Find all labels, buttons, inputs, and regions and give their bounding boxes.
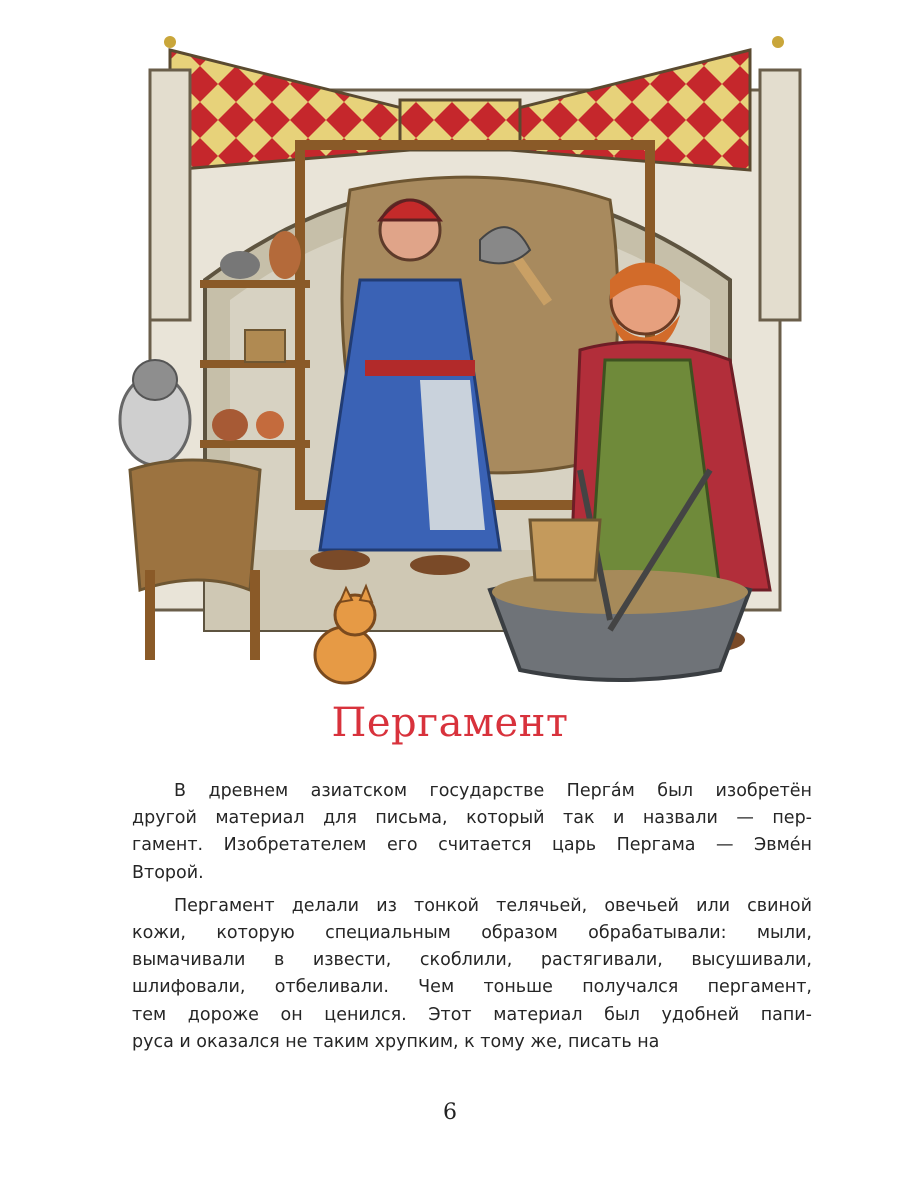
text-line: кожи, которую специальным образом обрабатывали: мыли, <box>132 923 812 944</box>
paragraph <box>132 778 812 887</box>
text-line: руса и оказался не таким хрупким, к тому же, писать на <box>132 1031 660 1052</box>
text-line: вымачивали в извести, скоблили, растягивали, высушивали, <box>132 950 812 971</box>
page-number: 6 <box>443 1100 457 1125</box>
text-line: В древнем азиатском государстве Пергáм был изобретён <box>174 781 812 801</box>
text-line: гамент. Изобретателем его считается царь Пергама — Эвмéн <box>132 835 812 856</box>
text-line: Второй. <box>132 862 204 883</box>
text-line: другой материал для письма, который так и назвали — пер- <box>132 808 812 829</box>
text-line: тем дороже он ценился. Этот материал был удобней папи- <box>132 1004 812 1025</box>
paragraph <box>132 893 812 1056</box>
workshop-illustration <box>110 30 810 690</box>
page-title: Пергамент <box>331 700 569 746</box>
body-text <box>132 778 812 1062</box>
text-line: Пергамент делали из тонкой телячьей, овечьей или свиной <box>174 895 812 916</box>
text-line: шлифовали, отбеливали. Чем тоньше получался пергамент, <box>132 977 812 998</box>
